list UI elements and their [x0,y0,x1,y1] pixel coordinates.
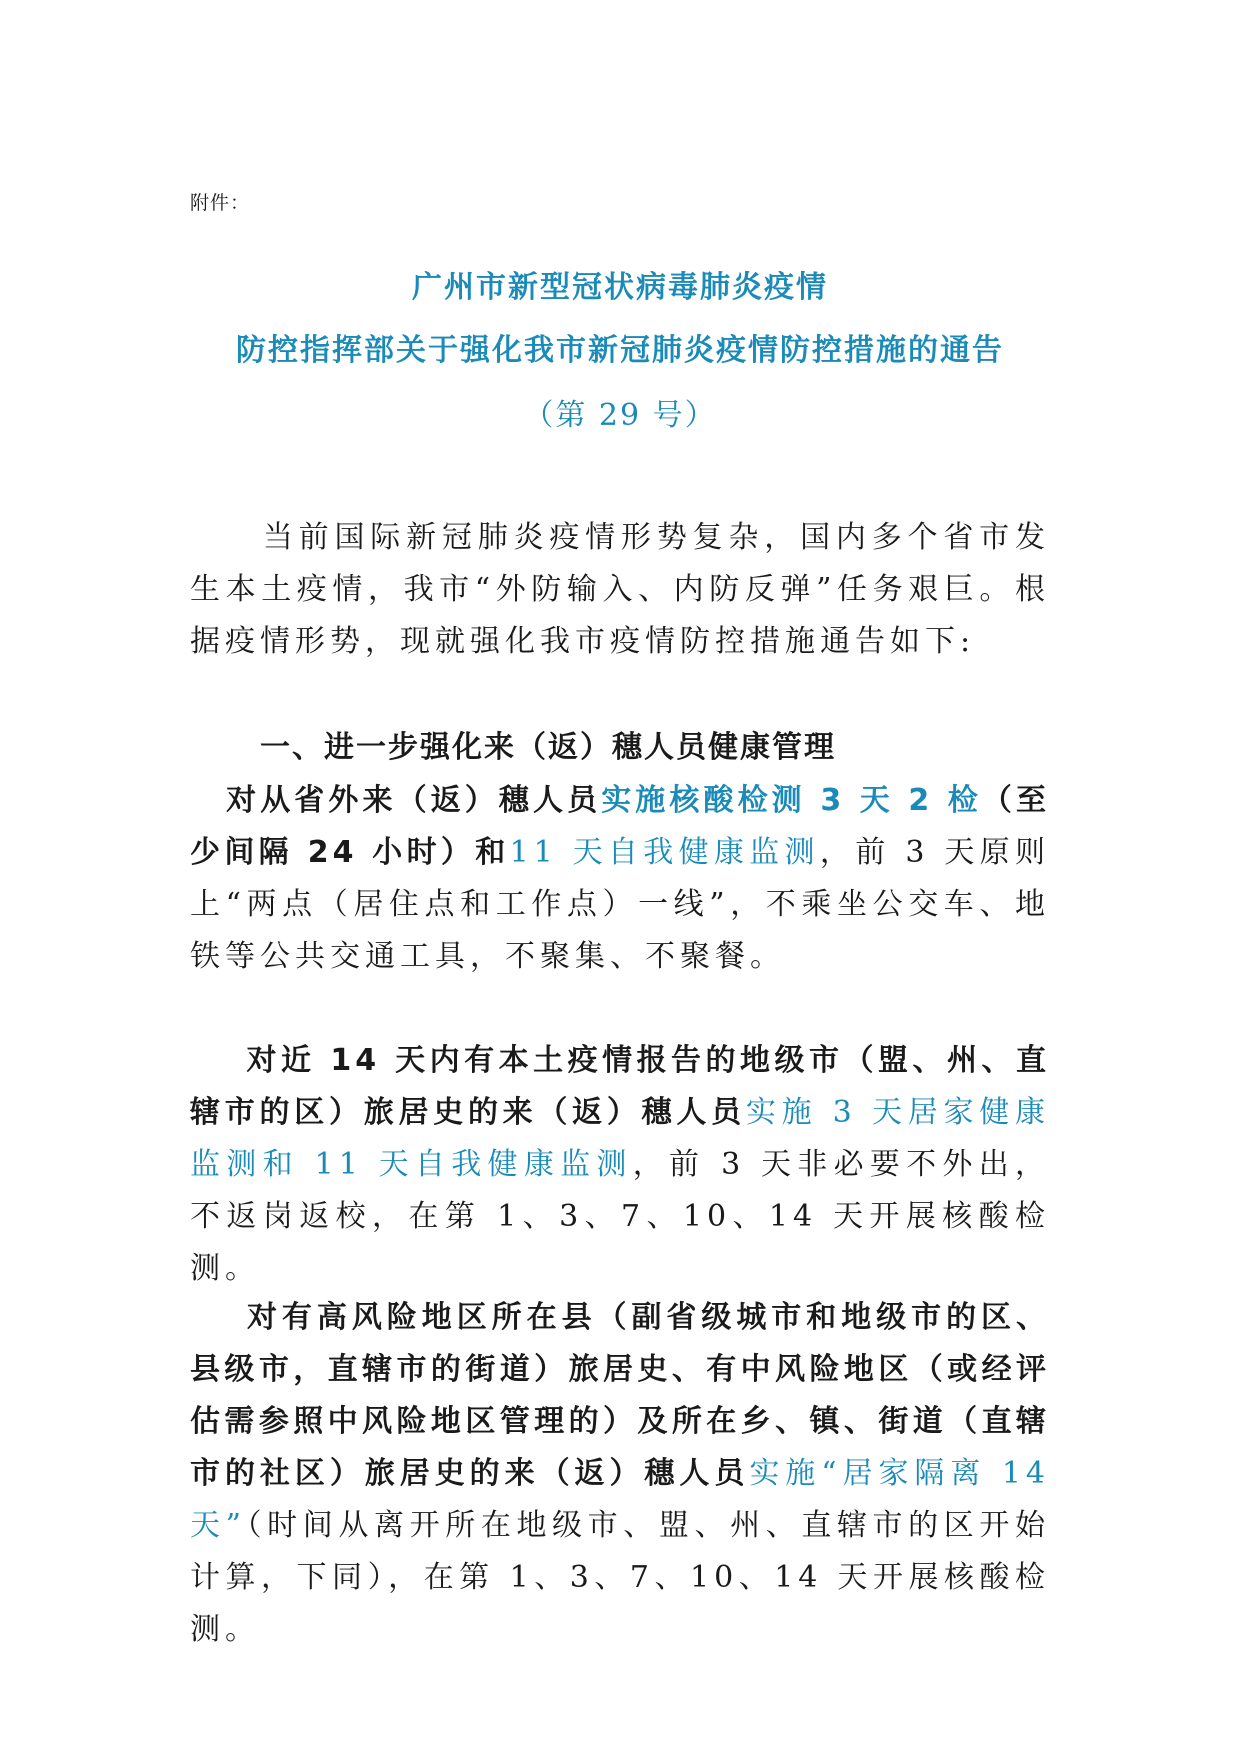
para1-lead: 对从省外来（返）穗人员 [226,783,602,818]
para1-tail: ，前 3 天原则上“两点（居住点和工作点）一线”，不乘坐公交车、地铁等公共交通工具，不聚集、不聚餐。 [190,835,1050,974]
paragraph-2 [190,1035,1050,1295]
title-line-2: 防控指挥部关于强化我市新冠肺炎疫情防控措施的通告 [236,333,1004,368]
para2-tail: ，前 3 天非必要不外出，不返岗返校，在第 1、3、7、10、14 天开展核酸检测。 [190,1147,1050,1286]
title-line-1: 广州市新型冠状病毒肺炎疫情 [412,270,828,305]
paragraph-3 [190,1292,1050,1656]
intro-paragraph [190,512,1050,668]
para3-lead: 对有高风险地区所在县（副省级城市和地级市的区、县级市，直辖市的街道）旅居史、有中风险地区（或经评估需参照中风险地区管理的）及所在乡、镇、街道（直辖市的社区）旅居史的来（返）穗人员 [190,1300,1050,1491]
para1-highlight-2: 11 天自我健康监测 [509,835,820,870]
para2-lead: 对近 14 天内有本土疫情报告的地级市（盟、州、直辖市的区）旅居史的来（返）穗人员 [190,1043,1050,1130]
para1-highlight-1: 实施核酸检测 3 天 2 检 [601,783,982,818]
section-1-heading: 一、进一步强化来（返）穗人员健康管理 [260,730,836,765]
notice-number: （第 29 号） [523,398,717,433]
intro-text: 当前国际新冠肺炎疫情形势复杂，国内多个省市发生本土疫情，我市“外防输入、内防反弹”任务艰巨。根据疫情形势，现就强化我市疫情防控措施通告如下: [190,520,1050,659]
para3-highlight: 实施“居家隔离 14 天” [190,1456,1051,1543]
para1-middle: （至少间隔 24 小时）和 [190,783,1051,870]
attachment-label: 附件： [190,192,251,214]
para3-tail: （时间从离开所在地级市、盟、州、直辖市的区开始计算，下同），在第 1、3、7、10、14 天开展核酸检测。 [190,1508,1050,1647]
paragraph-1 [190,775,1050,983]
para2-highlight: 实施 3 天居家健康监测和 11 天自我健康监测 [190,1095,1050,1182]
